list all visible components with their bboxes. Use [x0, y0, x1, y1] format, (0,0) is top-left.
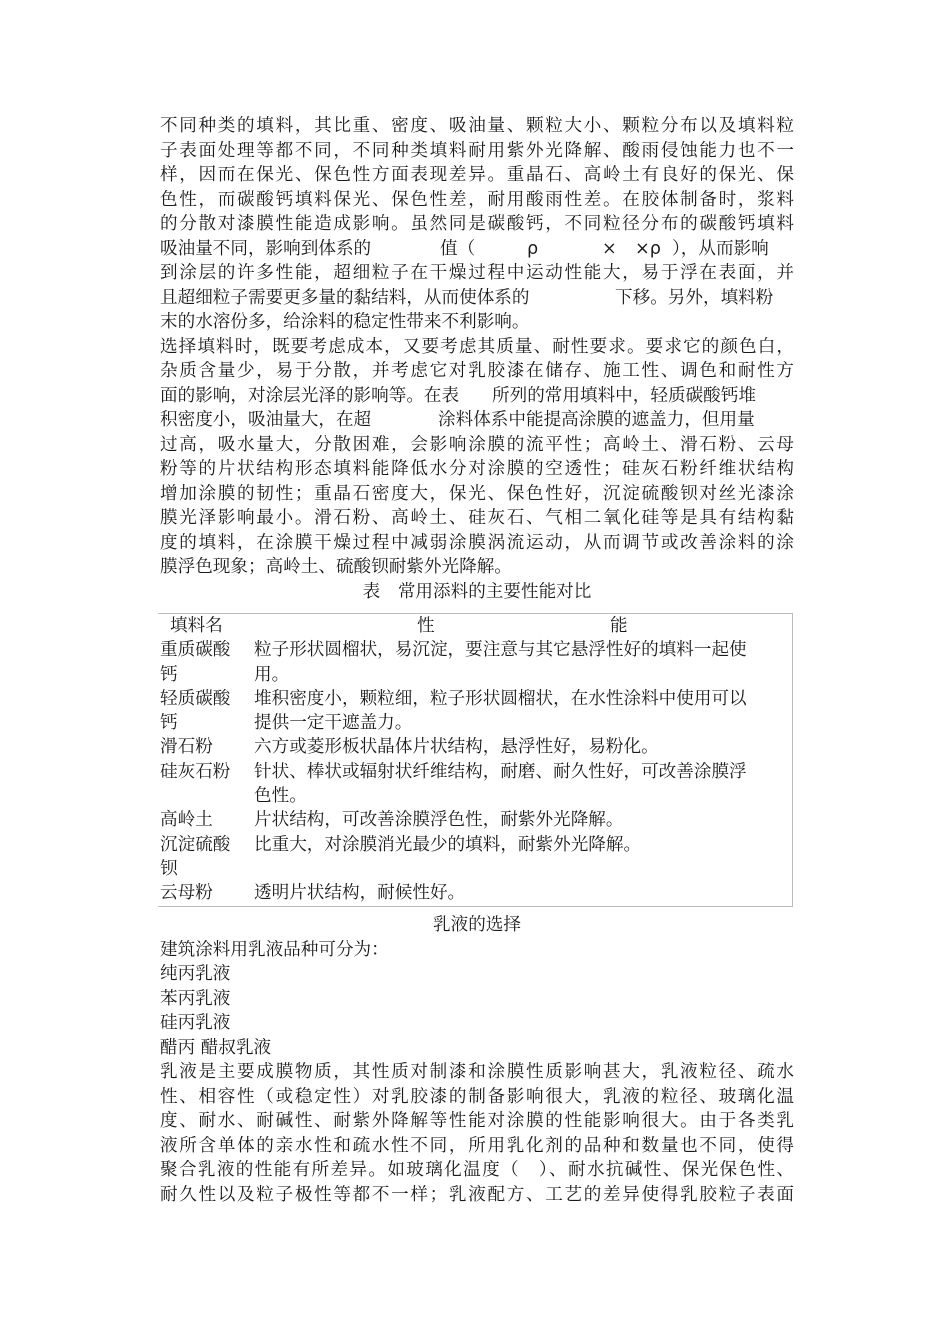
text-line: 性、相容性（或稳定性）对乳胶漆的制备影响很大，乳液的粒径、玻璃化温	[160, 1086, 794, 1107]
text-line: 粉等的片状结构形态填料能降低水分对涂膜的空透性；硅灰石粉纤维状结构	[160, 459, 794, 479]
text-line: 样，因而在保光、保色性方面表现差异。重晶石、高岭土有良好的保光、保	[160, 165, 794, 185]
filler-name: 高岭土	[160, 810, 213, 831]
filler-comparison-table	[158, 613, 793, 907]
table-row	[158, 833, 793, 882]
cell-line: 粒子形状圆榴状，易沉淀，要注意与其它悬浮性好的填料一起使	[254, 640, 747, 661]
text-line: 度的填料，在涂膜干燥过程中减弱涂膜涡流运动，从而调节或改善涂料的涂	[160, 532, 794, 553]
filler-name	[158, 833, 252, 882]
table-row	[158, 881, 793, 906]
filler-name: 硅灰石粉	[160, 761, 231, 782]
text-line: 乳液是主要成膜物质，其性质对制漆和涂膜性质影响甚大，乳液粒径、疏水	[160, 1062, 794, 1082]
text-line: 增加涂膜的韧性；重晶石密度大，保光、保色性好，沉淀硫酸钡对丝光漆涂	[160, 483, 794, 504]
text-fragment: 面的影响，对涂层光泽的影响等。在表	[160, 385, 460, 406]
paragraph-emulsion	[160, 1060, 794, 1207]
cell-line: 堆积密度小，颗粒细，粒子形状圆榴状，在水性涂料中使用可以	[254, 688, 747, 709]
text-line: 聚合乳液的性能有所差异。如玻璃化温度（ ）、耐水抗碱性、保光保色性、	[160, 1160, 794, 1180]
text-line: 的分散对漆膜性能造成影响。虽然同是碳酸钙，不同粒径分布的碳酸钙填料	[160, 214, 794, 234]
text-fragment: 值（	[440, 238, 476, 259]
cell-line: 针状、棒状或辐射状纤维结构，耐磨、耐久性好，可改善涂膜浮	[254, 761, 747, 782]
filler-name: 云母粉	[160, 883, 213, 904]
table-row	[158, 638, 793, 687]
cell-line: 提供一定干遮盖力。	[254, 713, 413, 734]
text-line: 子表面处理等都不同，不同种类填料耐用紫外光降解、酸雨侵蚀能力也不一	[160, 140, 794, 161]
header-performance	[252, 614, 793, 639]
table-row	[158, 687, 793, 736]
text-fragment: ），从而影响	[672, 238, 769, 259]
cell-line: 轻质碳酸	[160, 688, 231, 709]
emulsion-type-item: 硅丙乳液	[160, 1013, 231, 1033]
emulsion-type-item: 苯丙乳液	[160, 988, 231, 1009]
cell-line: 钙	[160, 713, 178, 734]
header-perf-char-2: 能	[610, 616, 628, 636]
section-heading: 乳液的选择	[433, 915, 521, 935]
emulsion-type-item: 纯丙乳液	[160, 964, 231, 984]
symbol-times: ×	[602, 238, 617, 259]
text-line: 建筑涂料用乳液品种可分为：	[160, 939, 389, 960]
text-line: 耐久性以及粒子极性等都不一样；乳液配方、工艺的差异使得乳胶粒子表面	[160, 1184, 794, 1205]
text-line: 膜浮色现象；高岭土、硫酸钡耐紫外光降解。	[160, 557, 512, 577]
text-line	[160, 286, 794, 311]
text-line	[160, 384, 794, 409]
emulsion-type-item: 醋丙 醋叔乳液	[160, 1037, 272, 1058]
table-row	[158, 760, 793, 809]
table-header-row	[158, 614, 793, 639]
text-fragment: 积密度小，吸油量大，在超	[160, 410, 372, 430]
text-fragment: 涂料体系中能提高涂膜的遮盖力，但用量	[438, 410, 755, 430]
paragraph-fillers-intro	[160, 114, 794, 335]
text-line: 过高，吸水量大，分散困难，会影响涂膜的流平性；高岭土、滑石粉、云母	[160, 434, 794, 455]
cell-line: 重质碳酸	[160, 640, 231, 661]
filler-name: 滑石粉	[160, 737, 213, 758]
symbol-times-rho: ×ρ	[635, 238, 661, 259]
cell-line: 沉淀硫酸	[160, 834, 231, 855]
text-line: 色性，而碳酸钙填料保光、保色性差，耐用酸雨性差。在胶体制备时，浆料	[160, 189, 794, 210]
text-line: 末的水溶份多，给涂料的稳定性带来不利影响。	[160, 312, 530, 332]
text-fragment: 吸油量不同，影响到体系的	[160, 238, 372, 259]
table-caption: 表 常用添料的主要性能对比	[362, 581, 592, 602]
text-line: 选择填料时，既要考虑成本，又要考虑其质量、耐性要求。要求它的颜色白，	[160, 336, 794, 357]
text-line: 到涂层的许多性能，超细粒子在干燥过程中运动性能大，易于浮在表面，并	[160, 263, 794, 283]
header-perf-char-1: 性	[417, 616, 435, 636]
table-row	[158, 735, 793, 759]
filler-description	[252, 760, 793, 809]
header-filler-name: 填料名	[170, 616, 223, 636]
cell-line: 钙	[160, 664, 178, 685]
cell-line: 钡	[160, 858, 178, 879]
text-line	[160, 408, 794, 433]
text-line: 不同种类的填料，其比重、密度、吸油量、颗粒大小、颗粒分布以及填料粒	[160, 116, 794, 136]
cell-line: 用。	[254, 664, 290, 685]
text-fragment: 所列的常用填料中，轻质碳酸钙堆	[492, 385, 756, 406]
filler-name	[158, 687, 252, 736]
filler-name	[158, 638, 252, 687]
filler-description: 六方或菱形板状晶体片状结构，悬浮性好，易粉化。	[254, 737, 659, 758]
filler-description	[252, 687, 793, 736]
filler-description: 片状结构，可改善涂膜浮色性，耐紫外光降解。	[254, 810, 624, 831]
document-body	[160, 114, 794, 604]
text-fragment: 且超细粒子需要更多量的黏结料，从而使体系的	[160, 287, 530, 308]
symbol-rho: ρ	[527, 238, 539, 259]
table-row	[158, 808, 793, 832]
text-fragment: 下移。另外，填料粉	[615, 287, 774, 308]
text-line	[160, 237, 794, 262]
filler-description: 透明片状结构，耐候性好。	[254, 883, 466, 904]
text-line: 膜光泽影响最小。滑石粉、高岭土、硅灰石、气相二氧化硅等是具有结构黏	[160, 508, 794, 528]
cell-line: 色性。	[254, 786, 307, 807]
emulsion-section	[160, 913, 794, 1207]
text-line: 杂质含量少，易于分散，并考虑它对乳胶漆在储存、施工性、调色和耐性方	[160, 361, 794, 381]
paragraph-filler-selection	[160, 335, 794, 580]
text-line: 度、耐水、耐碱性、耐紫外降解等性能对涂膜的性能影响很大。由于各类乳	[160, 1111, 794, 1131]
filler-description: 比重大，对涂膜消光最少的填料，耐紫外光降解。	[254, 834, 642, 855]
filler-description	[252, 638, 793, 687]
text-line: 液所含单体的亲水性和疏水性不同，所用乳化剂的品种和数量也不同，使得	[160, 1135, 794, 1156]
